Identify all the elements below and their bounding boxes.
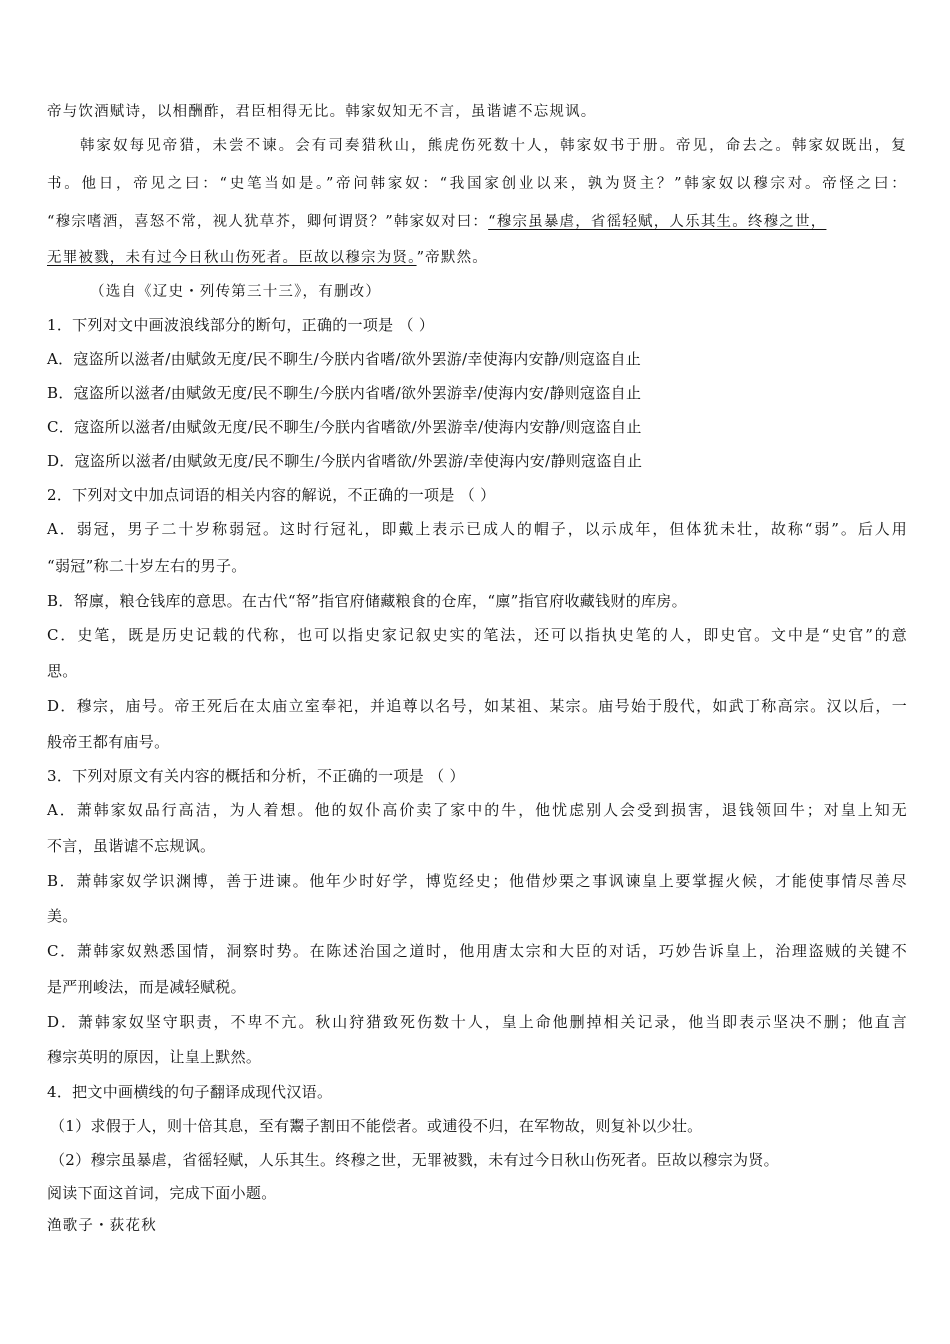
translation-item-1: （1）求假于人，则十倍其息，至有鬻子割田不能偿者。或逋役不归，在军物故，则复补以少壮。 [50,1117,703,1135]
passage-source: （选自《辽史・列传第三十三》，有删改） [90,284,382,300]
option-3d-cont: 穆宗英明的原因，让皇上默然。 [47,1048,262,1066]
option-2c-cont: 思。 [47,662,78,680]
underlined-sentence: 无罪被戮，未有过今日秋山伤死者。臣故以穆宗为贤。 [47,250,417,266]
passage-text: ”帝默然。 [416,250,488,266]
option-3b-cont: 美。 [47,907,78,925]
option-3a: A．萧韩家奴品行高洁，为人着想。他的奴仆高价卖了家中的牛，他忧虑别人会受到损害，退钱领回牛；对皇上知无 [47,801,907,819]
option-1b: B．寇盗所以滋者/由赋敛无度/民不聊生/今朕内省嗜/欲外罢游幸/使海内安/静则寇盗自止 [47,384,642,402]
passage-line: 帝与饮酒赋诗，以相酬酢，君臣相得无比。韩家奴知无不言，虽谐谑不忘规讽。 [47,104,597,120]
question-stem-2: 2．下列对文中加点词语的相关内容的解说，不正确的一项是 （ ） [47,486,496,504]
poem-title: 渔歌子・荻花秋 [47,1218,157,1234]
option-2d: D．穆宗，庙号。帝王死后在太庙立室奉祀，并追尊以名号，如某祖、某宗。庙号始于殷代，如武丁称高宗。汉以后，一 [47,697,907,715]
option-2c: C．史笔，既是历史记载的代称，也可以指史家记叙史实的笔法，还可以指执史笔的人，即史官。文中是“史官”的意 [47,626,907,644]
translation-item-2: （2）穆宗虽暴虐，省徭轻赋，人乐其生。终穆之世，无罪被戮，未有过今日秋山伤死者。臣故以穆宗为贤。 [50,1151,779,1169]
option-3b: B．萧韩家奴学识渊博，善于进谏。他年少时好学，博览经史；他借炒栗之事讽谏皇上要掌握火候，才能使事情尽善尽 [47,872,907,890]
passage-line [47,248,907,268]
passage-text: “穆宗嗜酒，喜怒不常，视人犹草芥，卿何谓贤？”韩家奴对曰： [47,214,489,230]
option-2a: A．弱冠，男子二十岁称弱冠。这时行冠礼，即戴上表示已成人的帽子，以示成年，但体犹未壮，故称“弱”。后人用 [47,520,907,538]
option-1a: A．寇盗所以滋者/由赋敛无度/民不聊生/今朕内省嗜/欲外罢游/幸使海内安静/则寇盗自止 [47,350,642,368]
option-3d: D．萧韩家奴坚守职责，不卑不亢。秋山狩猎致死伤数十人，皇上命他删掉相关记录，他当即表示坚决不删；他直言 [47,1013,907,1031]
option-3c-cont: 是严刑峻法，而是减轻赋税。 [47,978,246,996]
option-3a-cont: 不言，虽谐谑不忘规讽。 [47,837,216,855]
question-stem-3: 3．下列对原文有关内容的概括和分析，不正确的一项是 （ ） [47,767,465,785]
underlined-sentence: “穆宗虽暴虐，省徭轻赋，人乐其生。终穆之世， [488,214,827,230]
option-2a-cont: “弱冠”称二十岁左右的男子。 [47,557,247,575]
option-2b: B．帑廪，粮仓钱库的意思。在古代“帑”指官府储藏粮食的仓库，“廪”指官府收藏钱财的库房。 [47,592,687,610]
section-intro: 阅读下面这首词，完成下面小题。 [47,1184,277,1202]
question-stem-1: 1．下列对文中画波浪线部分的断句，正确的一项是 （ ） [47,316,435,334]
option-1d: D．寇盗所以滋者/由赋敛无度/民不聊生/今朕内省嗜欲/外罢游/幸使海内安/静则寇盗自止 [47,452,643,470]
passage-line [47,212,907,232]
option-1c: C．寇盗所以滋者/由赋敛无度/民不聊生/今朕内省嗜欲/外罢游幸/使海内安静/则寇盗自止 [47,418,642,436]
question-stem-4: 4．把文中画横线的句子翻译成现代汉语。 [47,1083,333,1101]
option-2d-cont: 般帝王都有庙号。 [47,733,170,751]
passage-line: 韩家奴每见帝猎，未尝不谏。会有司奏猎秋山，熊虎伤死数十人，韩家奴书于册。帝见，命去之。韩家奴既出，复 [80,138,907,154]
passage-line: 书。他日，帝见之曰：“史笔当如是。”帝问韩家奴：“我国家创业以来，孰为贤主？”韩家奴以穆宗对。帝怪之曰： [47,176,907,192]
option-3c: C．萧韩家奴熟悉国情，洞察时势。在陈述治国之道时，他用唐太宗和大臣的对话，巧妙告诉皇上，治理盗贼的关键不 [47,942,907,960]
